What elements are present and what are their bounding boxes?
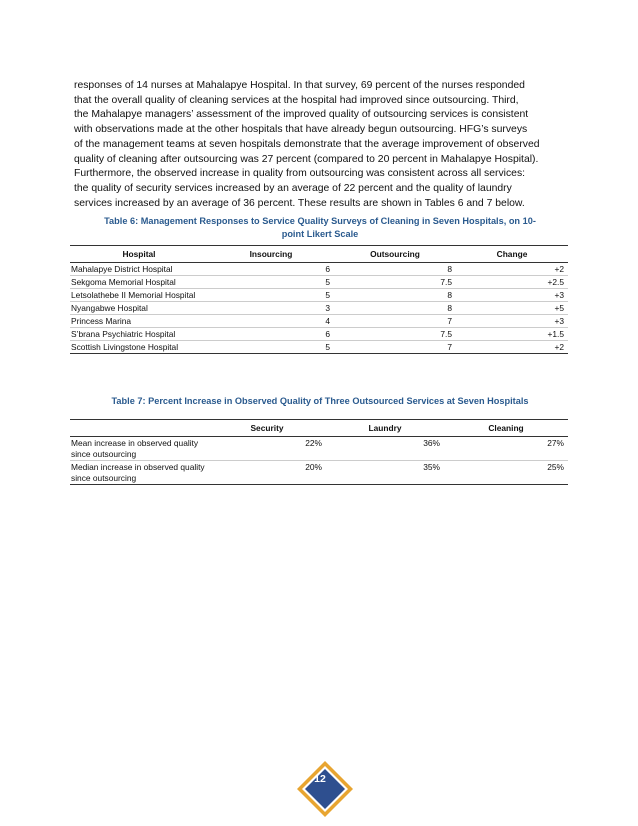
page-number: 12 [314, 773, 326, 785]
table6-caption-line: Table 6: Management Responses to Service Quality Surveys of Cleaning in Seven Hospitals, on 10- [104, 216, 536, 226]
paragraph-line: the Mahalapye managers’ assessment of the improved quality of outsourcing services is consistent [74, 109, 529, 121]
table-cell: +2 [456, 263, 568, 276]
table-header-row [70, 246, 568, 263]
column-header: Hospital [70, 246, 208, 263]
table-cell: 7.5 [334, 328, 456, 341]
table-row [70, 289, 568, 302]
column-header: Security [208, 420, 326, 437]
paragraph-line: quality of cleaning after outsourcing was 27 percent (compared to 20 percent in Mahalapye Hospital). [74, 153, 539, 165]
table-row [70, 315, 568, 328]
table-header-row [70, 420, 568, 437]
table-cell: Princess Marina [70, 315, 208, 328]
table-cell: 7 [334, 341, 456, 354]
table-cell: 8 [334, 263, 456, 276]
table-cell: 3 [208, 302, 334, 315]
table-cell: +3 [456, 289, 568, 302]
column-header: Laundry [326, 420, 444, 437]
table-cell: 5 [208, 276, 334, 289]
table-cell: 8 [334, 289, 456, 302]
column-header: Outsourcing [334, 246, 456, 263]
paragraph-line: of the management teams at seven hospitals demonstrate that the average improvement of observed [74, 138, 540, 150]
table7 [70, 419, 568, 485]
table-row [70, 276, 568, 289]
paragraph-line: services increased by an average of 36 percent. These results are shown in Tables 6 and 7 below. [74, 197, 525, 209]
column-header: Change [456, 246, 568, 263]
paragraph-line: that the overall quality of cleaning services at the hospital had improved since outsourcing. Third, [74, 94, 519, 106]
table6-caption [70, 215, 570, 241]
table-cell: 20% [208, 461, 326, 485]
paragraph-line: the quality of security services increased by an average of 22 percent and the quality of laundry [74, 182, 512, 194]
table-cell: Letsolathebe II Memorial Hospital [70, 289, 208, 302]
table-cell: 27% [444, 437, 568, 461]
body-paragraph [74, 79, 574, 211]
table-cell: 7.5 [334, 276, 456, 289]
table-cell: +1.5 [456, 328, 568, 341]
column-header: Insourcing [208, 246, 334, 263]
table-cell: Scottish Livingstone Hospital [70, 341, 208, 354]
table-cell: S’brana Psychiatric Hospital [70, 328, 208, 341]
table-cell: 8 [334, 302, 456, 315]
table6-caption-line: point Likert Scale [281, 229, 359, 239]
table7-caption-line: Table 7: Percent Increase in Observed Quality of Three Outsourced Services at Seven Hospitals [111, 396, 529, 406]
table-cell: Sekgoma Memorial Hospital [70, 276, 208, 289]
table-row [70, 461, 568, 485]
table-cell: +3 [456, 315, 568, 328]
table-cell: 4 [208, 315, 334, 328]
table-row [70, 437, 568, 461]
column-header [70, 420, 208, 437]
table-cell: 22% [208, 437, 326, 461]
page-number-diamond-icon [296, 760, 354, 818]
column-header: Cleaning [444, 420, 568, 437]
table6 [70, 245, 568, 354]
table-cell: +2.5 [456, 276, 568, 289]
table-cell: 35% [326, 461, 444, 485]
table-cell: 7 [334, 315, 456, 328]
table-cell: 5 [208, 341, 334, 354]
paragraph-line: with observations made at the other hospitals that have already begun outsourcing. HFG’s surveys [74, 124, 528, 136]
table-row [70, 328, 568, 341]
table-row [70, 302, 568, 315]
table-cell: +5 [456, 302, 568, 315]
table7-caption [70, 395, 570, 408]
paragraph-line: Furthermore, the observed increase in quality from outsourcing was consistent across all services: [74, 168, 526, 180]
table-row [70, 263, 568, 276]
table-row [70, 341, 568, 354]
paragraph-line: responses of 14 nurses at Mahalapye Hospital. In that survey, 69 percent of the nurses responded [74, 80, 525, 91]
table-cell: 36% [326, 437, 444, 461]
table-cell: 6 [208, 263, 334, 276]
table-cell: +2 [456, 341, 568, 354]
table-cell: 6 [208, 328, 334, 341]
table-cell: 5 [208, 289, 334, 302]
table-cell: Nyangabwe Hospital [70, 302, 208, 315]
table-cell: Mahalapye District Hospital [70, 263, 208, 276]
table-cell: Mean increase in observed quality since outsourcing [70, 437, 208, 461]
table-cell: 25% [444, 461, 568, 485]
table-cell: Median increase in observed quality since outsourcing [70, 461, 208, 485]
